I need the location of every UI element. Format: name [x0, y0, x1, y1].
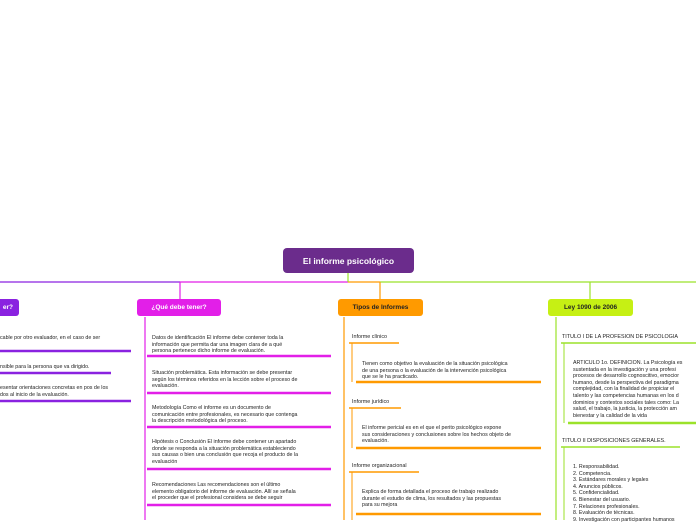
branch-label: ¿Qué debe tener? — [151, 304, 207, 311]
subtopic-text[interactable]: Explica de forma detallada el proceso de trabajo realizado durante el estudio de clima, los resultados y las propuestas para su mejora — [362, 489, 501, 509]
subtopic-text[interactable]: El informe pericial es en el que el perito psicológico expone sus consideraciones y conclusiones sobre los hechos objeto de evaluación. — [362, 425, 511, 445]
central-topic[interactable] — [283, 248, 414, 273]
subtopic-text[interactable]: ARTÍCULO 1o. DEFINICIÓN. La Psicología es sustentada en la investigación y una profesi procesos de desarrollo cognoscitivo, emocior humano, desde la perspectiva del paradigma complejidad, con la finalidad de propiciar el talento y las competencias humanas en los d dominios y contextos sociales tales como: La salud, el trabajo, la justicia, la protección am bienestar y la calidad de la vida — [573, 360, 683, 419]
subtopic-text[interactable]: Metodología Como el informe es un documento de comunicación entre profesionales, es necesario que contenga la descripción metodológica del proceso. — [152, 405, 298, 425]
subtopic-text[interactable]: nsible para la persona que va dirigido. — [0, 364, 90, 370]
subtopic-title[interactable]: Informe jurídico — [352, 399, 390, 405]
branch-node-1[interactable] — [0, 299, 19, 316]
subtopic-text[interactable]: Tienen como objetivo la evaluación de la situación psicológica de una persona o la evaluación de la intervención psicológica que se le ha practicado. — [362, 361, 508, 381]
branch-label: Ley 1090 de 2006 — [563, 304, 618, 311]
subtopic-text[interactable]: Hipótesis o Conclusión El informe debe contener un apartado donde se responda a la situación problemática estableciendo sus causas o bien una conclusión que recoja el producto de la evaluación — [152, 439, 299, 465]
subtopic-title[interactable]: TITULO II DISPOSICIONES GENERALES. — [562, 438, 666, 444]
central-topic-label: El informe psicológico — [302, 255, 395, 266]
subtopic-title[interactable]: TITULO I DE LA PROFESION DE PSICOLOGIA — [562, 334, 678, 340]
branch-label: er? — [2, 304, 13, 311]
branch-node-que-debe-tener[interactable] — [137, 299, 221, 316]
subtopic-title[interactable]: Informe organizacional — [352, 463, 407, 469]
branch-node-ley-1090[interactable] — [548, 299, 633, 316]
branch-label: Tipos de Informes — [352, 304, 409, 311]
subtopic-text[interactable]: 1. Responsabilidad. 2. Competencia. 3. Estándares morales y legales 4. Anuncios públicos. 5. Confidencialidad. 6. Bienestar del usuario. 7. Relaciones profesionales. 8. Evaluación de técnicas. 9. Investigación con participantes humanos — [573, 464, 675, 523]
subtopic-title[interactable]: Informe clínico — [352, 334, 388, 340]
subtopic-text[interactable]: Recomendaciones Las recomendaciones son el último elemento obligatorio del informe de evaluación. Allí se señala el proceder que el profesional considera se debe seguir — [152, 482, 296, 502]
subtopic-text[interactable]: cable por otro evaluador, en el caso de ser — [0, 335, 101, 341]
subtopic-text[interactable]: esentar orientaciones concretas en pos de los dos al inicio de la evaluación. — [0, 385, 109, 398]
branch-node-tipos-de-informes[interactable] — [338, 299, 423, 316]
subtopic-text[interactable]: Situación problemática. Esta información se debe presentar según los términos referidos en la lección sobre el proceso de evaluación. — [152, 370, 298, 390]
subtopic-text[interactable]: Datos de identificación El informe debe contener toda la información que permita dar una imagen clara de a qué persona pertenece dicho informe de evaluación. — [152, 335, 284, 355]
